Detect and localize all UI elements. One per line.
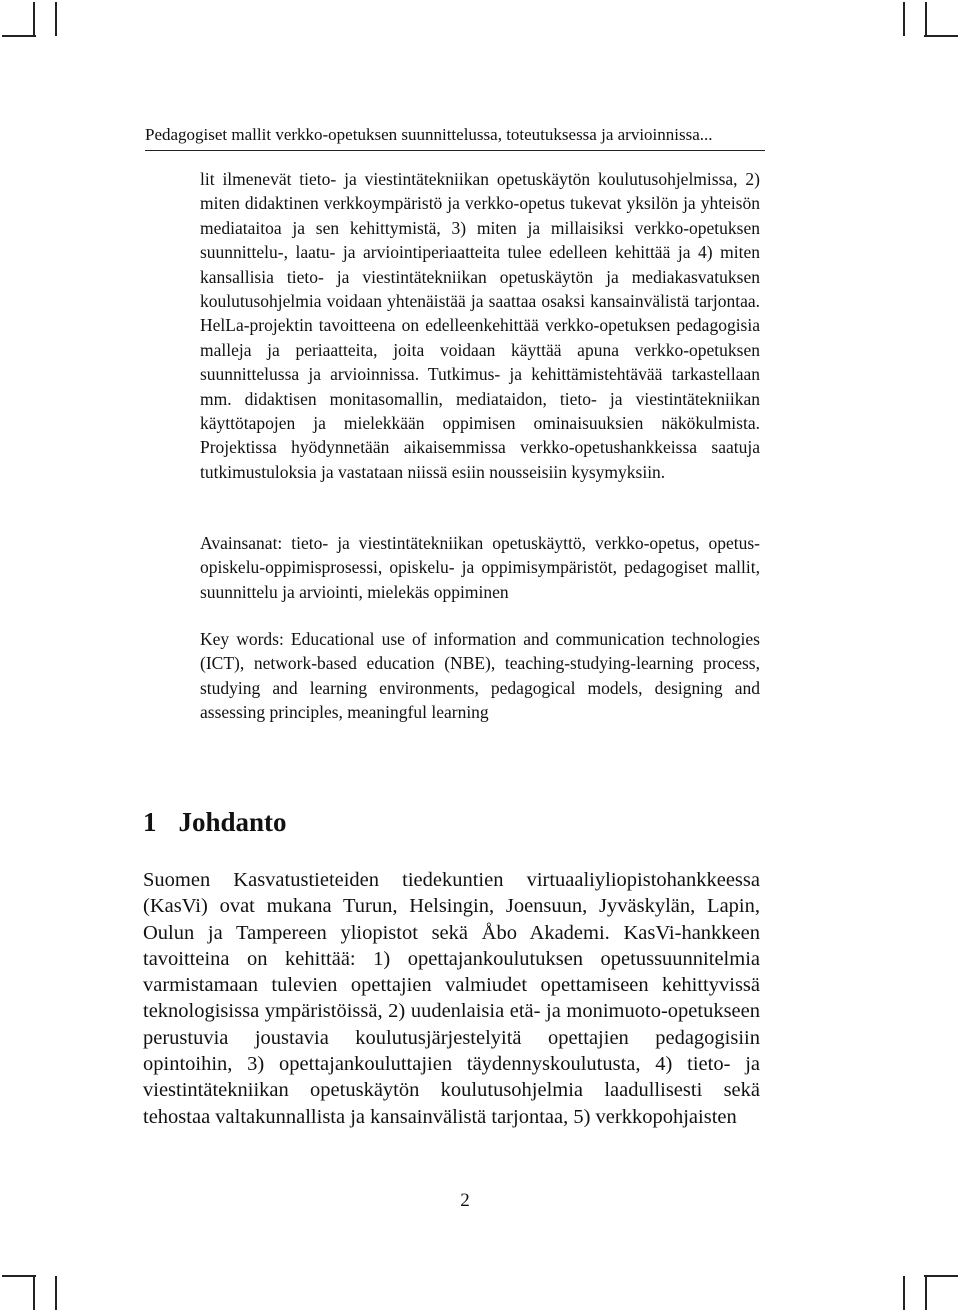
crop-mark [33, 2, 35, 36]
keywords-english: Key words: Educational use of information and communication technologies (ICT), network-based education (NBE), teaching-studying-learning process, studying and learning environments, pedagogical models, designing and assessing principles, meaningful learning [200, 629, 760, 723]
crop-mark [924, 35, 958, 37]
crop-mark [2, 35, 36, 37]
crop-mark [925, 1276, 927, 1310]
crop-mark [903, 2, 905, 36]
crop-mark [925, 2, 927, 36]
crop-mark [903, 1276, 905, 1310]
crop-mark [55, 1276, 57, 1310]
section-title: Johdanto [178, 807, 287, 837]
abstract-paragraph: lit ilmenevät tieto- ja viestintätekniikan opetuskäytön koulutusohjelmissa, 2) miten didaktinen verkkoympäristö ja verkko-opetus tukevat yksilön ja yhteisön mediataitoa ja sen kehittymistä, 3) miten ja millaisiksi verkko-opetuksen suunnittelu-, laatu- ja arviointiperiaatteita tulee edelleen kehittää ja 4) miten kansallisia tieto- ja viestintätekniikan opetuskäytön ja mediakasvatuksen koulutusohjelmia voidaan yhtenäistää ja saattaa osaksi kansainvälistä tarjontaa. HelLa-projektin tavoitteena on edelleenkehittää verkko-opetuksen pedagogisia malleja ja periaatteita, joita voidaan käyttää apuna verkko-opetuksen suunnittelussa ja arvioinnissa. Tutkimus- ja kehittämistehtävää tarkastellaan mm. didaktisen monitasomallin, mediataidon, tieto- ja viestintätekniikan käyttötapojen ja mielekkään oppimisen ominaisuuksien näkökulmista. Projektissa hyödynnetään aikaisemmissa verkko-opetushankkeissa saatuja tutkimustuloksia ja vastataan niissä esiin nousseisiin kysymyksiin. [200, 169, 760, 482]
keywords-finnish: Avainsanat: tieto- ja viestintätekniikan opetuskäyttö, verkko-opetus, opetus-opiskelu-oppimisprosessi, opiskelu- ja oppimisympäristöt, pedagogiset mallit, suunnittelu ja arviointi, mielekäs oppiminen [200, 533, 760, 602]
body-paragraph: Suomen Kasvatustieteiden tiedekuntien virtuaaliyliopistohankkeessa (KasVi) ovat mukana Turun, Helsingin, Joensuun, Jyväskylän, Lapin, Oulun ja Tampereen yliopistot sekä Åbo Akademi. KasVi-hankkeen tavoitteina on kehittää: 1) opettajankoulutuksen opetussuunnitelmia varmistamaan tulevien opettajien valmiudet opettamiseen kehittyvissä teknologisissa ympäristöissä, 2) uudenlaisia etä- ja monimuoto-opetukseen perustuvia joustavia koulutusjärjestelyitä opettajien pedagogisiin opintoihin, 3) opettajankouluttajien täydennyskoulutusta, 4) tieto- ja viestintätekniikan opetuskäytön koulutusohjelmia laadullisesti sekä tehostaa valtakunnallista ja kansainvälistä tarjontaa, 5) verkkopohjaisten [143, 869, 760, 1128]
crop-mark [55, 2, 57, 36]
section-number: 1 [143, 807, 157, 837]
crop-mark [2, 1275, 36, 1277]
header-rule [145, 150, 765, 151]
page-number: 2 [460, 1190, 470, 1211]
crop-mark [924, 1275, 958, 1277]
crop-mark [33, 1276, 35, 1310]
section-heading [143, 804, 287, 840]
running-head: Pedagogiset mallit verkko-opetuksen suunnittelussa, toteutuksessa ja arvioinnissa... [145, 125, 713, 144]
